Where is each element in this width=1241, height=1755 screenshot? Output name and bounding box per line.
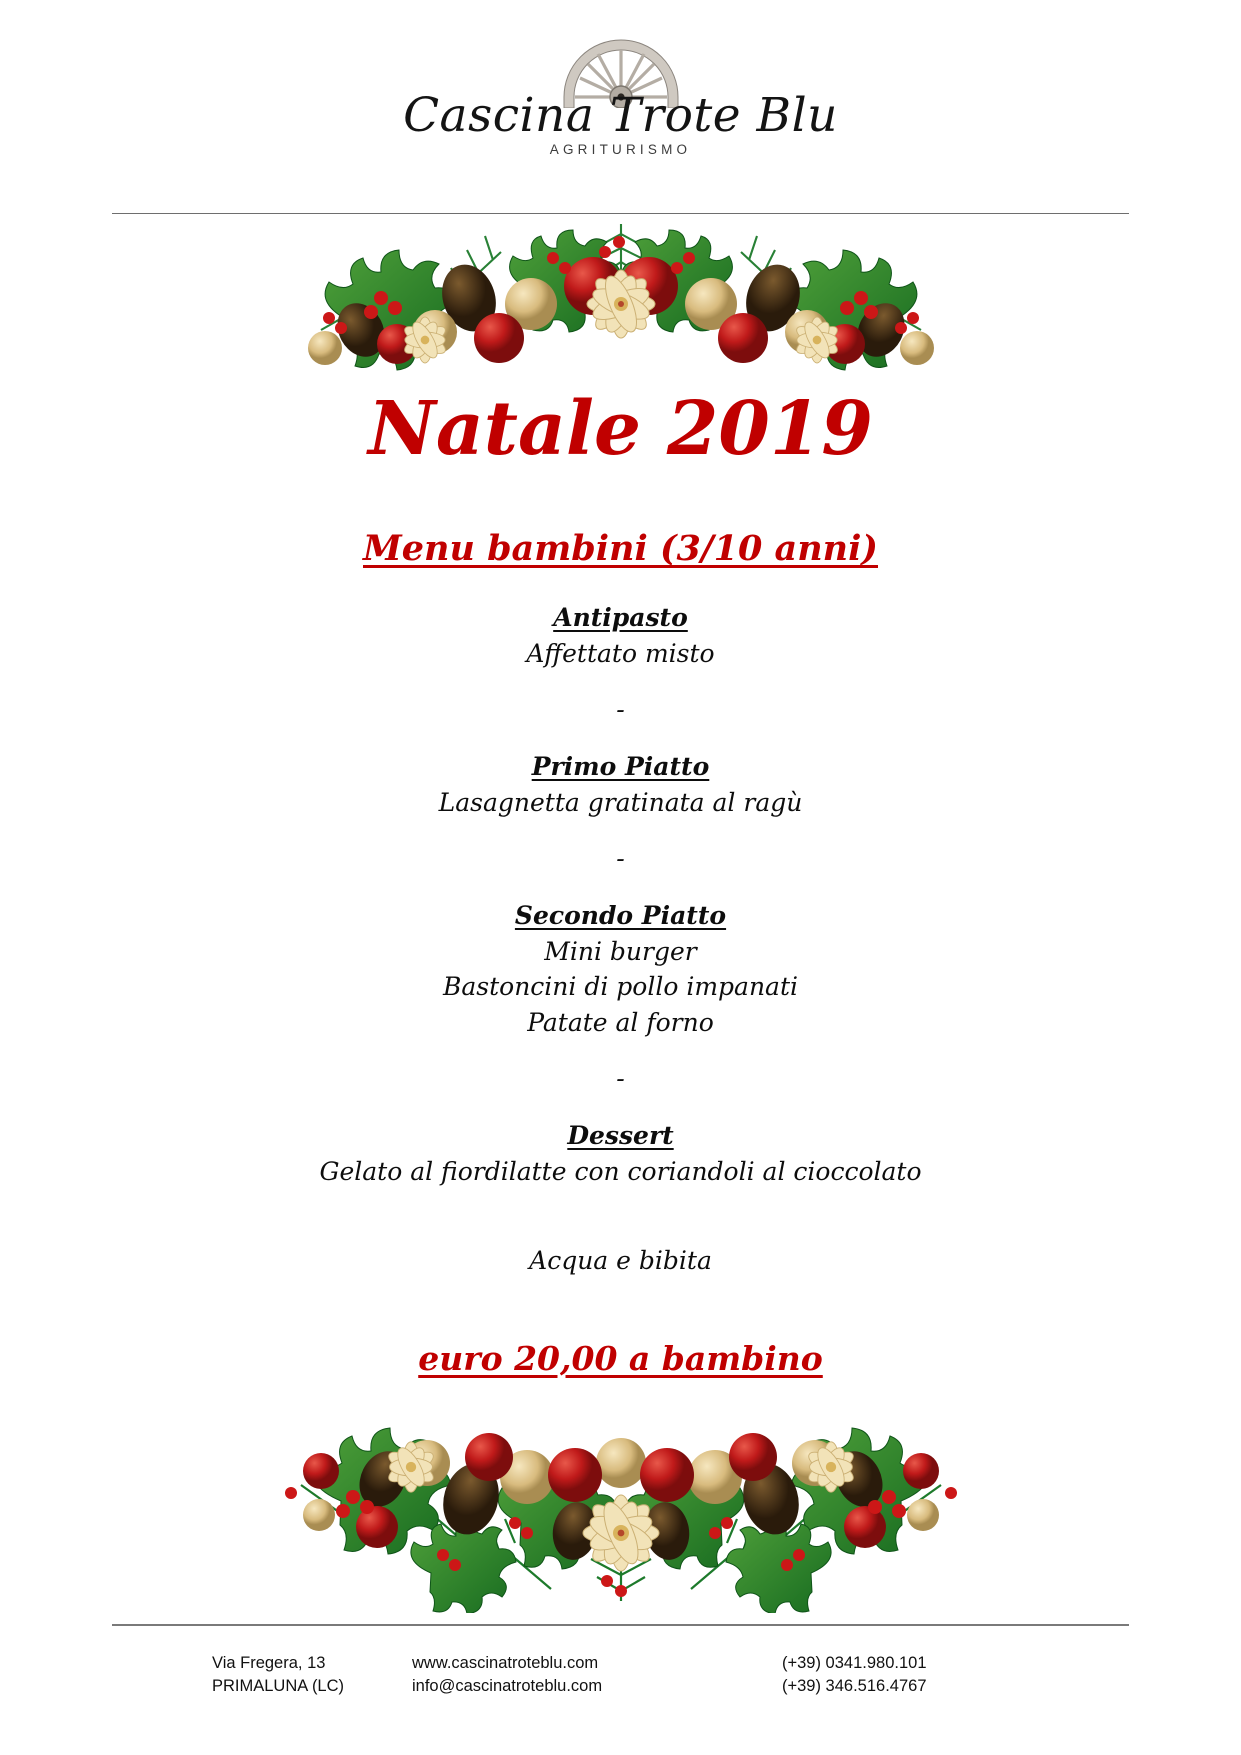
brand-name: Cascina Trote Blu (403, 88, 838, 143)
footer-phone-secondary[interactable]: (+39) 346.516.4767 (782, 1677, 927, 1696)
menu-item: Bastoncini di pollo impanati (443, 972, 798, 1001)
section-heading-text: Dessert (567, 1121, 674, 1150)
section-heading-text: Antipasto (553, 603, 688, 632)
footer-phone-primary[interactable]: (+39) 0341.980.101 (782, 1654, 927, 1672)
menu-drink: Acqua e bibita (529, 1246, 712, 1275)
footer-phones (762, 1652, 1062, 1699)
menu-price (0, 1339, 1241, 1378)
menu-item: Affettato misto (526, 638, 715, 668)
page-subtitle-text: Menu bambini (3/10 anni) (363, 528, 878, 569)
page-subtitle (0, 528, 1241, 570)
footer-website[interactable]: www.cascinatroteblu.com (412, 1654, 599, 1672)
footer-address-line2: PRIMALUNA (LC) (212, 1677, 345, 1696)
menu-item: Mini burger (544, 936, 697, 966)
footer-address-line1: Via Fregera, 13 (212, 1654, 326, 1672)
section-heading-antipasto (0, 600, 1241, 636)
section-heading-text: Primo Piatto (531, 752, 710, 781)
footer-web (412, 1652, 762, 1699)
menu-separator: - (616, 695, 625, 725)
christmas-garland-bottom-icon (171, 1405, 1071, 1613)
footer-divider (112, 1624, 1129, 1626)
footer-address (112, 1652, 412, 1699)
header-divider (112, 213, 1129, 214)
menu-separator: - (616, 1064, 625, 1094)
menu-body (0, 600, 1241, 1378)
footer-email[interactable]: info@cascinatroteblu.com (412, 1677, 603, 1696)
section-heading-primo-piatto (0, 749, 1241, 785)
section-heading-dessert (0, 1118, 1241, 1154)
menu-item: Patate al forno (527, 1007, 714, 1037)
section-heading-secondo-piatto (0, 898, 1241, 934)
page-title: Natale 2019 (368, 386, 873, 472)
menu-item: Gelato al fiordilatte con coriandoli al cioccolato (319, 1156, 922, 1186)
footer (112, 1652, 1129, 1699)
christmas-garland-top-icon (201, 212, 1041, 384)
section-heading-text: Secondo Piatto (514, 901, 727, 930)
menu-item: Lasagnetta gratinata al ragù (438, 787, 803, 817)
menu-separator: - (616, 844, 625, 874)
logo-block (0, 34, 1241, 157)
menu-price-text: euro 20,00 a bambino (418, 1338, 823, 1378)
brand-subtitle: AGRITURISMO (549, 142, 692, 157)
